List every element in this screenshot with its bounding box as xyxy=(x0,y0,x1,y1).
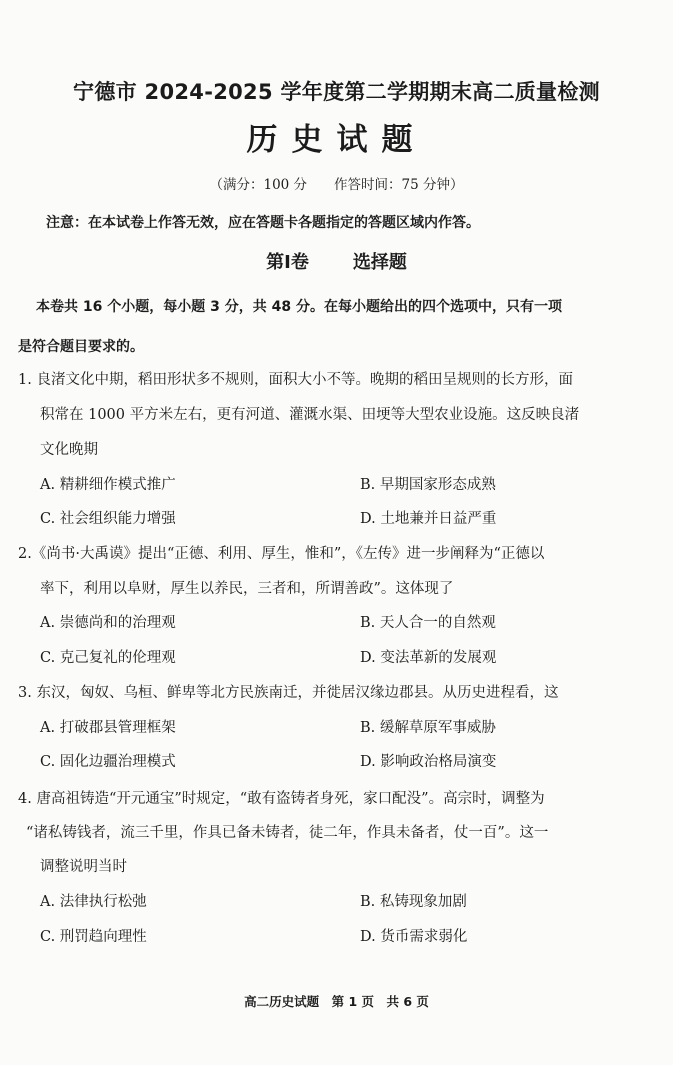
subject-title: 历史试题 xyxy=(246,122,427,158)
option-b[interactable]: B. 早期国家形态成熟 xyxy=(360,477,496,493)
question-text-line: 1. 良渚文化中期，稻田形状多不规则，面积大小不等。晚期的稻田呈规则的长方形，面 xyxy=(18,372,573,388)
exam-meta: （满分：100 分 作答时间：75 分钟） xyxy=(209,177,464,193)
section-instruction-line2: 是符合题目要求的。 xyxy=(18,339,144,355)
option-c[interactable]: C. 克己复礼的伦理观 xyxy=(40,650,176,666)
option-d[interactable]: D. 货币需求弱化 xyxy=(360,929,468,945)
question-text-line: 积常在 1000 平方米左右，更有河道、灌溉水渠、田埂等大型农业设施。这反映良渚 xyxy=(40,407,580,423)
question-text-line: 调整说明当时 xyxy=(40,859,127,875)
option-c[interactable]: C. 社会组织能力增强 xyxy=(40,511,176,527)
option-a[interactable]: A. 法律执行松弛 xyxy=(40,894,147,910)
option-b[interactable]: B. 天人合一的自然观 xyxy=(360,615,496,631)
question-text-line: 文化晚期 xyxy=(40,442,98,458)
section-name: 选择题 xyxy=(352,252,407,273)
exam-header: 宁德市 2024-2025 学年度第二学期期末高二质量检测 xyxy=(73,80,600,104)
option-a[interactable]: A. 崇德尚和的治理观 xyxy=(40,615,176,631)
option-d[interactable]: D. 影响政治格局演变 xyxy=(360,754,497,770)
option-d[interactable]: D. 变法革新的发展观 xyxy=(360,650,497,666)
option-a[interactable]: A. 精耕细作模式推广 xyxy=(40,477,176,493)
section-title xyxy=(0,248,673,274)
exam-notice: 注意：在本试卷上作答无效，应在答题卡各题指定的答题区域内作答。 xyxy=(46,215,480,231)
page-footer: 高二历史试题 第 1 页 共 6 页 xyxy=(244,994,429,1009)
section-part: 第Ⅰ卷 xyxy=(266,252,309,273)
option-a[interactable]: A. 打破郡县管理框架 xyxy=(40,720,176,736)
option-c[interactable]: C. 刑罚趋向理性 xyxy=(40,929,147,945)
question-text-line: “诸私铸钱者，流三千里，作具已备未铸者，徒二年，作具未备者，仗一百”。这一 xyxy=(26,825,549,841)
question-text-line: 率下，利用以阜财，厚生以养民，三者和，所谓善政”。这体现了 xyxy=(40,581,454,597)
option-c[interactable]: C. 固化边疆治理模式 xyxy=(40,754,176,770)
question-text-line: 4. 唐高祖铸造“开元通宝”时规定，“敢有盗铸者身死，家口配没”。高宗时，调整为 xyxy=(18,791,545,807)
option-d[interactable]: D. 土地兼并日益严重 xyxy=(360,511,497,527)
question-text-line: 2.《尚书·大禹谟》提出“正德、利用、厚生，惟和”，《左传》进一步阐释为“正德以 xyxy=(18,546,545,562)
option-b[interactable]: B. 缓解草原军事威胁 xyxy=(360,720,496,736)
option-b[interactable]: B. 私铸现象加剧 xyxy=(360,894,467,910)
section-instruction-line1: 本卷共 16 个小题，每小题 3 分，共 48 分。在每小题给出的四个选项中，只有一项 xyxy=(36,299,562,315)
question-text-line: 3. 东汉，匈奴、乌桓、鲜卑等北方民族南迁，并徙居汉缘边郡县。从历史进程看，这 xyxy=(18,685,559,701)
